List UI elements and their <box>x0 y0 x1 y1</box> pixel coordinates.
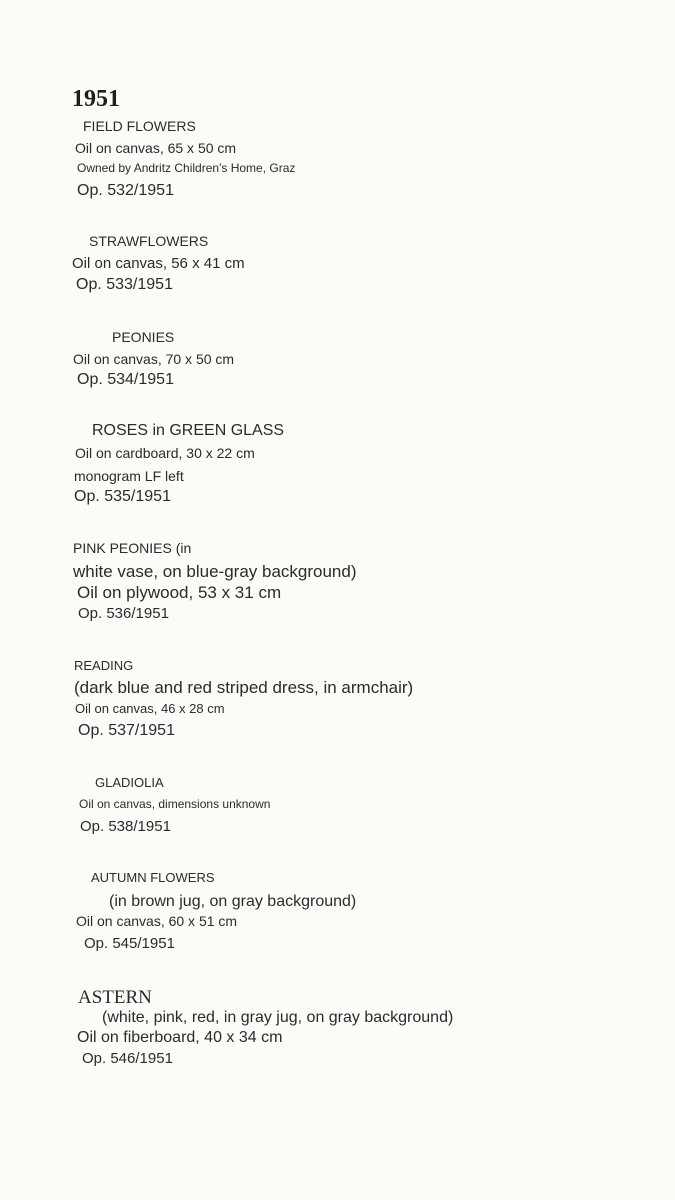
artwork-medium: Oil on canvas, 70 x 50 cm <box>73 351 235 367</box>
artwork-medium: Oil on canvas, 46 x 28 cm <box>75 701 225 716</box>
artwork-title: GLADIOLIA <box>95 775 164 790</box>
artwork-title: AUTUMN FLOWERS <box>91 870 215 885</box>
artwork-title: PINK PEONIES (in <box>73 540 192 556</box>
artwork-subtitle: (dark blue and red striped dress, in armchair) <box>74 678 414 697</box>
artwork-subtitle: (white, pink, red, in gray jug, on gray background) <box>102 1009 454 1026</box>
artwork-opus: Op. 536/1951 <box>78 605 169 622</box>
artwork-subtitle: white vase, on blue-gray background) <box>73 562 357 581</box>
artwork-opus: Op. 538/1951 <box>80 818 171 835</box>
artwork-title: PEONIES <box>112 329 175 345</box>
artwork-title: ASTERN <box>78 987 152 1008</box>
artwork-medium: Oil on cardboard, 30 x 22 cm <box>75 445 255 461</box>
artwork-medium: Oil on canvas, dimensions unknown <box>79 797 271 811</box>
year-heading: 1951 <box>72 86 120 112</box>
artwork-title: FIELD FLOWERS <box>83 118 196 134</box>
artwork-opus: Op. 535/1951 <box>74 488 171 505</box>
artwork-opus: Op. 546/1951 <box>82 1050 173 1067</box>
artwork-opus: Op. 533/1951 <box>76 276 173 293</box>
artwork-opus: Op. 534/1951 <box>77 371 174 388</box>
artwork-medium: Oil on fiberboard, 40 x 34 cm <box>77 1029 283 1046</box>
artwork-title: READING <box>74 658 134 673</box>
artwork-opus: Op. 545/1951 <box>84 935 175 952</box>
artwork-medium: Oil on canvas, 60 x 51 cm <box>76 913 238 929</box>
artwork-title: STRAWFLOWERS <box>89 233 209 249</box>
artwork-title: ROSES in GREEN GLASS <box>92 422 285 439</box>
artwork-medium: Oil on plywood, 53 x 31 cm <box>77 583 282 602</box>
artwork-opus: Op. 537/1951 <box>78 722 175 739</box>
artwork-note: Owned by Andritz Children's Home, Graz <box>77 161 296 175</box>
artwork-subtitle: (in brown jug, on gray background) <box>109 893 357 910</box>
artwork-note: monogram LF left <box>74 468 184 484</box>
artwork-medium: Oil on canvas, 56 x 41 cm <box>72 255 245 272</box>
artwork-opus: Op. 532/1951 <box>77 182 174 199</box>
artwork-medium: Oil on canvas, 65 x 50 cm <box>75 140 237 156</box>
